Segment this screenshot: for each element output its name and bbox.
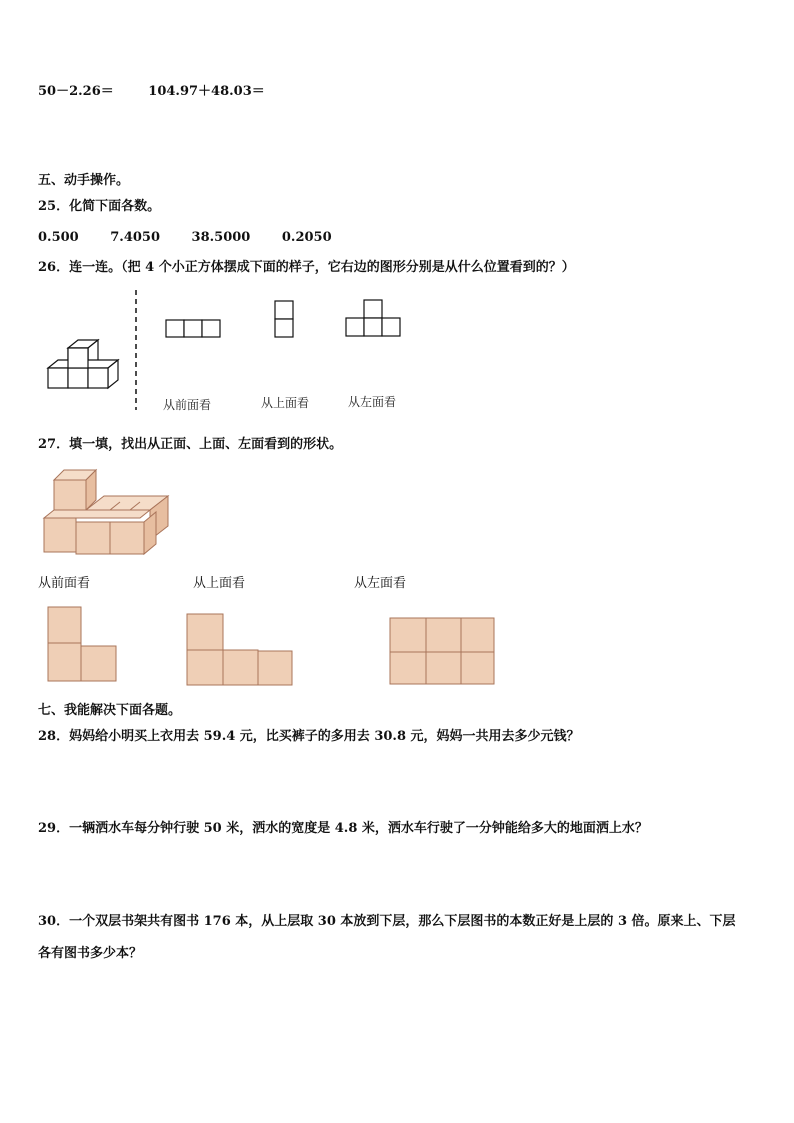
- question-25: 25．化简下面各数。: [38, 199, 161, 214]
- number-3: 38.5000: [191, 230, 251, 245]
- q26-dashed-divider: [134, 290, 138, 410]
- section-seven-title: 七、我能解决下面各题。: [38, 703, 182, 718]
- question-26: 26．连一连。（把 4 个小正方体摆成下面的样子，它右边的图形分别是从什么位置看到的？）: [38, 260, 575, 275]
- q27-view-front: [47, 606, 119, 684]
- q26-label-left: 从左面看: [348, 395, 397, 409]
- number-1: 0.500: [38, 230, 79, 245]
- question-29: 29．一辆洒水车每分钟行驶 50 米，洒水的宽度是 4.8 米，洒水车行驶了一分钟能给多大的地面洒上水？: [38, 821, 648, 836]
- q27-cube-arrangement-figure: [40, 466, 175, 558]
- q27-label-left: 从左面看: [354, 576, 407, 591]
- question-30-line-1: 30．一个双层书架共有图书 176 本，从上层取 30 本放到下层，那么下层图书的本数正好是上层的 3 倍。原来上、下层: [38, 914, 736, 929]
- question-27: 27．填一填，找出从正面、上面、左面看到的形状。: [38, 437, 343, 452]
- q26-label-front: 从前面看: [163, 398, 212, 412]
- arithmetic-row: [38, 84, 265, 100]
- question-30-line-2: 各有图书多少本？: [38, 946, 143, 961]
- section-five-title: 五、动手操作。: [38, 173, 130, 188]
- expression-1: 50－2.26＝: [38, 84, 114, 99]
- number-2: 7.4050: [110, 230, 161, 245]
- expression-2: 104.97＋48.03＝: [148, 84, 265, 99]
- q27-label-front: 从前面看: [38, 576, 91, 591]
- q26-view-t-shape: [345, 299, 403, 339]
- q26-view-column-of-two: [274, 300, 296, 340]
- q27-view-left: [389, 617, 497, 687]
- q26-label-top: 从上面看: [261, 396, 310, 410]
- q26-view-row-of-three: [165, 319, 223, 339]
- question-28: 28．妈妈给小明买上衣用去 59.4 元，比买裤子的多用去 30.8 元，妈妈一共用去多少元钱？: [38, 729, 580, 744]
- number-4: 0.2050: [281, 230, 332, 245]
- q27-label-top: 从上面看: [193, 576, 246, 591]
- q26-cube-stack-figure: [40, 332, 130, 402]
- question-25-numbers: [38, 230, 332, 246]
- q27-view-top: [186, 613, 294, 687]
